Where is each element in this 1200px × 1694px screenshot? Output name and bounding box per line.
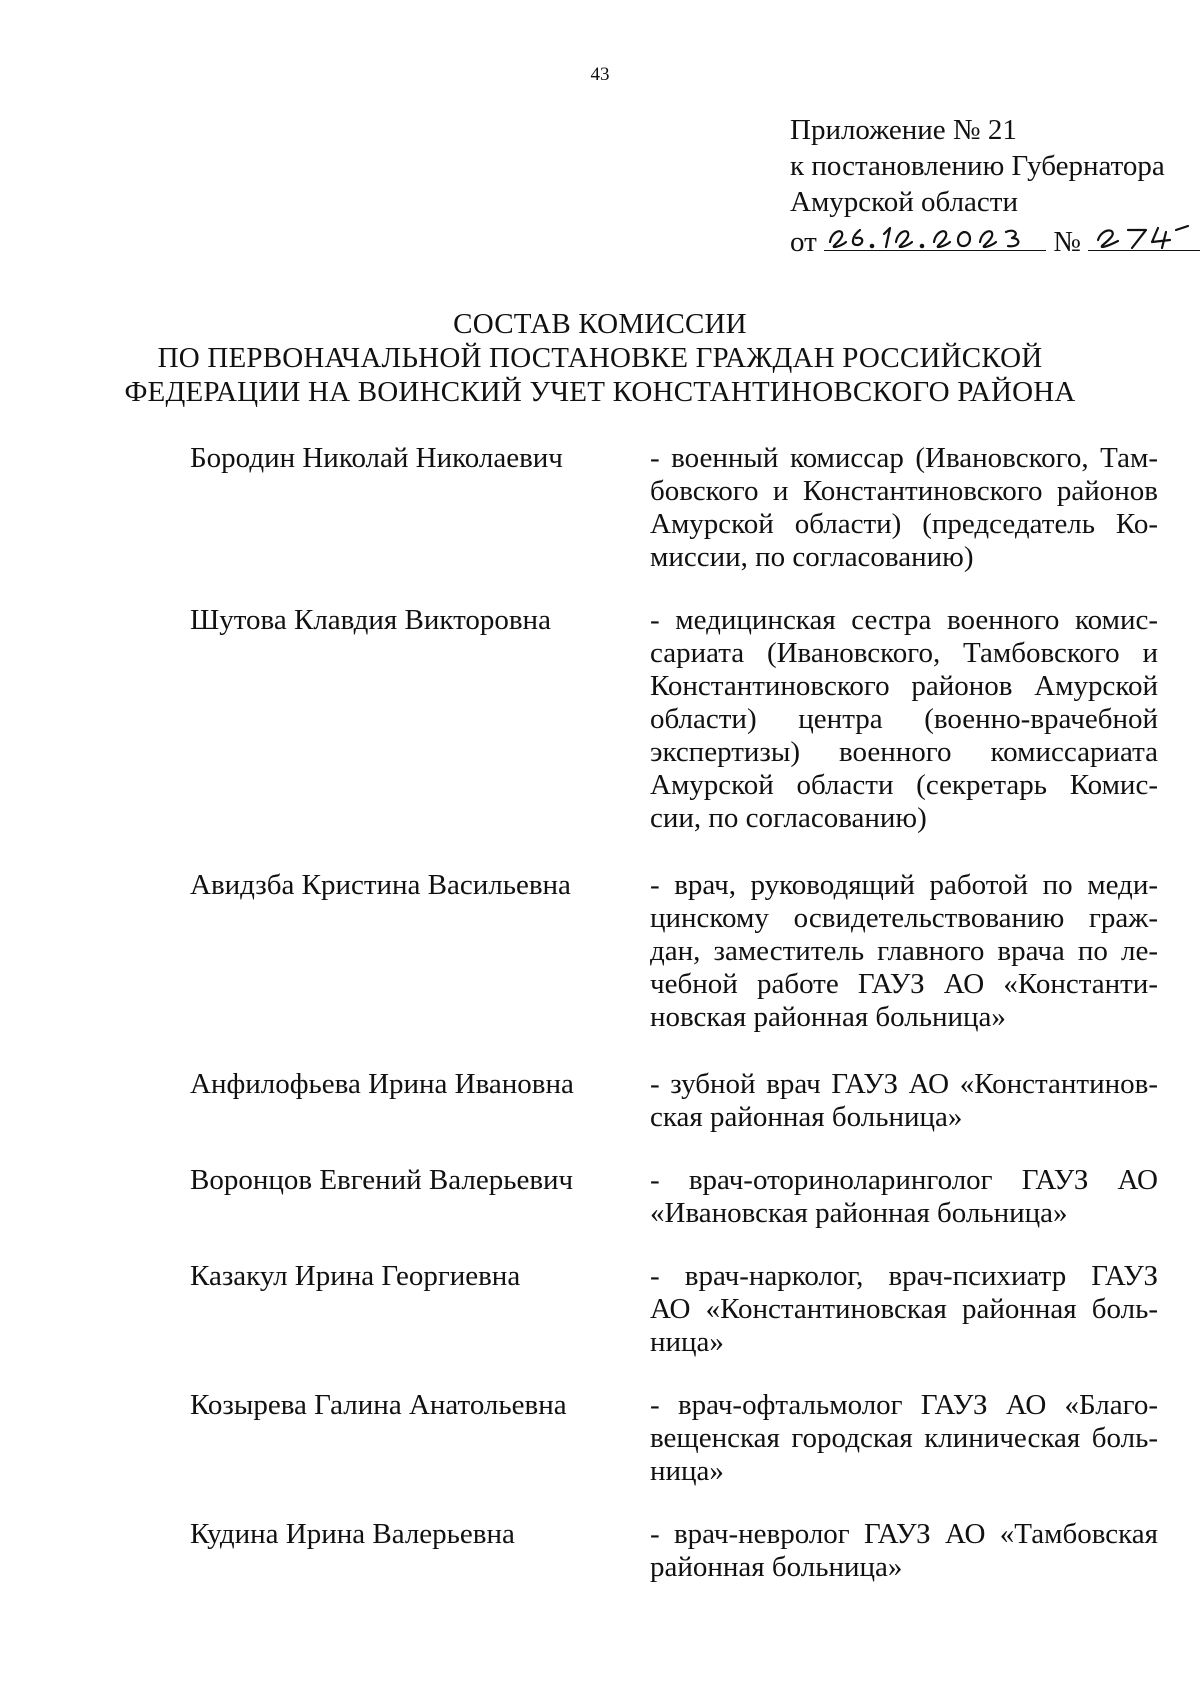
number-sign: № <box>1053 226 1081 258</box>
member-role-line: новская районная больница» <box>650 1001 1006 1033</box>
member-role-line: цинскому освидетельствованию граж- <box>650 902 1158 934</box>
member-role <box>650 1164 1158 1230</box>
member-role-line: - врач-нарколог, врач-психиатр ГАУЗ <box>650 1260 1158 1292</box>
title-line-1: СОСТАВ КОМИССИИ <box>453 308 747 340</box>
date-prefix: от <box>790 226 817 258</box>
member-role-line: «Ивановская районная больница» <box>650 1197 1068 1229</box>
member-role-line: - врач-офтальмолог ГАУЗ АО «Благо- <box>650 1389 1158 1421</box>
member-role-line: - медицинская сестра военного комис- <box>650 604 1158 636</box>
member-name: Анфилофьева Ирина Ивановна <box>190 1068 574 1100</box>
member-role <box>650 1389 1158 1488</box>
handwritten-number <box>1088 220 1200 251</box>
commission-member <box>190 1164 1158 1230</box>
member-role-line: области) центра (военно-врачебной <box>650 703 1158 735</box>
member-role-line: чебной работе ГАУЗ АО «Константи- <box>650 968 1158 1000</box>
commission-member <box>190 869 1158 1034</box>
member-role-line: дан, заместитель главного врача по ле- <box>650 935 1158 967</box>
member-role-line: экспертизы) военного комиссариата <box>650 736 1158 768</box>
handwritten-date-drawing <box>824 220 1046 250</box>
commission-member <box>190 1068 1158 1134</box>
member-role <box>650 442 1158 574</box>
appendix-number: Приложение № 21 <box>790 114 1017 146</box>
member-role-line: Амурской области) (председатель Ко- <box>650 508 1158 540</box>
member-name: Казакул Ирина Георгиевна <box>190 1260 521 1292</box>
appendix-region: Амурской области <box>790 186 1018 218</box>
appendix-date-line <box>790 220 1200 260</box>
member-role-line: сии, по согласованию) <box>650 802 927 834</box>
member-role <box>650 604 1158 835</box>
member-role-line: Константиновского районов Амурской <box>650 670 1158 702</box>
commission-member <box>190 604 1158 835</box>
member-role-line: бовского и Константиновского районов <box>650 475 1158 507</box>
member-role-line: АО «Константиновская районная боль- <box>650 1293 1158 1325</box>
handwritten-number-drawing <box>1088 220 1200 250</box>
commission-member <box>190 1518 1158 1584</box>
member-name: Авидзба Кристина Васильевна <box>190 869 571 901</box>
member-name: Воронцов Евгений Валерьевич <box>190 1164 574 1196</box>
member-role-line: ская районная больница» <box>650 1101 963 1133</box>
commission-member <box>190 442 1158 574</box>
member-name: Козырева Галина Анатольевна <box>190 1389 567 1421</box>
member-role-line: ница» <box>650 1326 724 1358</box>
member-role-line: районная больница» <box>650 1551 903 1583</box>
member-role <box>650 869 1158 1034</box>
appendix-reference: к постановлению Губернатора <box>790 150 1165 182</box>
handwritten-date <box>824 220 1046 251</box>
member-role-line: миссии, по согласованию) <box>650 541 974 573</box>
commission-members-list <box>190 442 1158 1584</box>
title-line-3: ФЕДЕРАЦИИ НА ВОИНСКИЙ УЧЕТ КОНСТАНТИНОВСКОГО РАЙОНА <box>124 376 1076 408</box>
member-role-line: - врач-невролог ГАУЗ АО «Тамбовская <box>650 1518 1158 1550</box>
document-title <box>0 307 1200 409</box>
member-role <box>650 1260 1158 1359</box>
member-name: Бородин Николай Николаевич <box>190 442 563 474</box>
title-line-2: ПО ПЕРВОНАЧАЛЬНОЙ ПОСТАНОВКЕ ГРАЖДАН РОССИЙСКОЙ <box>157 342 1043 374</box>
member-role-line: Амурской области (секретарь Комис- <box>650 769 1158 801</box>
member-role-line: вещенская городская клиническая боль- <box>650 1422 1158 1454</box>
member-role-line: ница» <box>650 1455 724 1487</box>
member-name: Шутова Клавдия Викторовна <box>190 604 551 636</box>
member-role-line: сариата (Ивановского, Тамбовского и <box>650 637 1158 669</box>
member-role-line: - врач, руководящий работой по меди- <box>650 869 1158 901</box>
appendix-block <box>790 112 1200 260</box>
commission-member <box>190 1389 1158 1488</box>
commission-member <box>190 1260 1158 1359</box>
member-role <box>650 1068 1158 1134</box>
page-number: 43 <box>590 64 610 85</box>
member-role <box>650 1518 1158 1584</box>
member-role-line: - военный комиссар (Ивановского, Там- <box>650 442 1158 474</box>
member-name: Кудина Ирина Валерьевна <box>190 1518 515 1550</box>
member-role-line: - врач-оториноларинголог ГАУЗ АО <box>650 1164 1158 1196</box>
member-role-line: - зубной врач ГАУЗ АО «Константинов- <box>650 1068 1158 1100</box>
